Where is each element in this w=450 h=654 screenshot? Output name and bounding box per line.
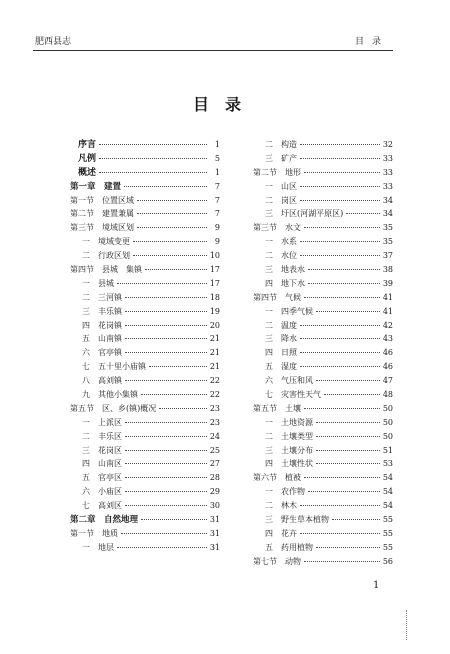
dot-leader (133, 255, 207, 256)
dot-leader (300, 533, 380, 534)
dot-leader (332, 519, 380, 520)
toc-entry (253, 499, 393, 513)
toc-entry-page: 25 (209, 445, 220, 455)
toc-entry (253, 541, 393, 555)
dot-leader (145, 269, 207, 270)
toc-entry (70, 471, 220, 485)
toc-entry (253, 485, 393, 499)
toc-entry-page: 47 (382, 376, 393, 386)
toc-entry (70, 332, 220, 346)
toc-entry-label: 二 土壤类型 (265, 431, 313, 441)
toc-entry-label: 三 土壤分布 (265, 445, 313, 455)
toc-entry (253, 221, 393, 235)
toc-entry-label: 四 地下水 (265, 278, 305, 288)
toc-entry-page: 17 (209, 278, 220, 288)
dot-leader (125, 463, 207, 464)
toc-entry-label: 一 土地资源 (265, 417, 313, 427)
toc-entry (253, 527, 393, 541)
dot-leader (304, 561, 380, 562)
toc-entry-page: 41 (382, 306, 393, 316)
toc-entry-page: 33 (382, 167, 393, 177)
toc-entry (253, 332, 393, 346)
toc-entry-page: 30 (209, 501, 220, 511)
toc-entry-page: 34 (382, 209, 393, 219)
dot-leader (300, 186, 380, 187)
toc-entry-page: 53 (382, 459, 393, 469)
toc-entry (70, 221, 220, 235)
toc-entry (253, 388, 393, 402)
dot-leader (316, 436, 380, 437)
toc-entry (70, 305, 220, 319)
toc-entry (253, 305, 393, 319)
toc-entry-label: 四 山南区 (82, 459, 122, 469)
toc-entry (70, 194, 220, 208)
dot-leader (141, 519, 207, 520)
dot-leader (137, 213, 207, 214)
toc-entry (253, 249, 393, 263)
dot-leader (125, 477, 207, 478)
toc-entry (253, 235, 393, 249)
toc-entry (253, 513, 393, 527)
toc-entry-label: 第六节 植被 (253, 473, 301, 483)
toc-entry-page: 56 (382, 556, 393, 566)
toc-entry (70, 402, 220, 416)
dot-leader (304, 408, 380, 409)
toc-entry-label: 四 花卉 (265, 528, 297, 538)
toc-entry-page: 23 (209, 417, 220, 427)
toc-entry-page: 22 (209, 376, 220, 386)
dot-leader (300, 200, 380, 201)
toc-entry-page: 43 (382, 334, 393, 344)
dot-leader (300, 144, 380, 145)
toc-entry (70, 180, 220, 194)
toc-entry-page: 19 (209, 306, 220, 316)
toc-entry-page: 50 (382, 403, 393, 413)
toc-entry-label: 八 高刘镇 (82, 376, 122, 386)
toc-entry (70, 444, 220, 458)
toc-entry (70, 541, 220, 555)
toc-entry (70, 360, 220, 374)
dot-leader (125, 505, 207, 506)
toc-entry-page: 9 (214, 223, 220, 233)
toc-entry (70, 166, 220, 180)
toc-entry-label: 一 山区 (265, 181, 297, 191)
toc-entry-label: 一 上派区 (82, 417, 122, 427)
dot-leader (125, 297, 207, 298)
toc-entry-label: 二 丰乐区 (82, 431, 122, 441)
toc-entry (253, 457, 393, 471)
toc-entry-label: 二 行政区划 (82, 251, 130, 261)
dot-leader (304, 172, 380, 173)
toc-entry-label: 概述 (78, 167, 97, 178)
dot-leader (304, 297, 380, 298)
dot-leader (308, 269, 380, 270)
toc-entry-page: 7 (214, 181, 220, 191)
toc-entry-label: 第三节 境域区划 (70, 223, 134, 233)
toc-entry-label: 一 农作物 (265, 487, 305, 497)
page-title: 目录 (192, 95, 257, 114)
toc-entry-label: 四 土壤性状 (265, 459, 313, 469)
toc-entry (70, 388, 220, 402)
toc-entry-page: 9 (214, 237, 220, 247)
toc-entry (70, 319, 220, 333)
toc-entry-label: 三 地表水 (265, 265, 305, 275)
dot-leader (308, 491, 380, 492)
dot-leader (316, 422, 380, 423)
toc-entry (253, 263, 393, 277)
dot-leader (300, 505, 380, 506)
toc-entry-label: 七 五十里小庙镇 (82, 362, 146, 372)
toc-entry-page: 1 (214, 140, 220, 149)
toc-entry (70, 499, 220, 513)
toc-entry-page: 50 (382, 417, 393, 427)
toc-entry-label: 第一节 位置区域 (70, 195, 134, 205)
toc-entry-page: 55 (382, 542, 393, 552)
toc-entry-page: 54 (382, 487, 393, 497)
dot-leader (324, 394, 380, 395)
dot-leader (300, 241, 380, 242)
toc-entry (253, 555, 393, 569)
toc-entry-page: 27 (209, 459, 220, 469)
toc-entry-page: 35 (382, 223, 393, 233)
dot-leader (316, 547, 380, 548)
toc-entry-label: 一 水系 (265, 237, 297, 247)
dot-leader (300, 325, 380, 326)
toc-entry-page: 51 (382, 445, 393, 455)
toc-entry-label: 五 官亭区 (82, 473, 122, 483)
toc-entry-label: 一 四季气候 (265, 306, 313, 316)
toc-entry-page: 18 (209, 292, 220, 302)
dot-leader (346, 213, 380, 214)
dot-leader (125, 422, 207, 423)
dot-leader (300, 338, 380, 339)
toc-entry-page: 31 (209, 542, 220, 552)
toc-entry-label: 第四节 县城 集镇 (70, 265, 142, 275)
dot-leader (300, 255, 380, 256)
toc-entry-page: 20 (209, 320, 220, 330)
toc-entry-page: 31 (209, 528, 220, 538)
toc-entry-page: 1 (214, 167, 220, 177)
dot-leader (117, 547, 207, 548)
toc-entry (253, 402, 393, 416)
dot-leader (159, 408, 207, 409)
toc-entry (70, 277, 220, 291)
toc-entry-label: 第一节 地质 (70, 528, 118, 538)
toc-entry-label: 一 境域变更 (82, 237, 130, 247)
toc-entry (70, 513, 220, 527)
toc-entry-page: 55 (382, 515, 393, 525)
toc-entry-label: 第三节 水文 (253, 223, 301, 233)
dot-leader (99, 158, 207, 159)
toc-entry-page: 54 (382, 501, 393, 511)
page-number: 1 (373, 580, 380, 591)
toc-entry-page: 33 (382, 153, 393, 163)
toc-entry-label: 凡例 (78, 153, 97, 164)
toc-entry-label: 五 山南镇 (82, 334, 122, 344)
toc-entry-page: 37 (382, 251, 393, 261)
toc-entry (253, 166, 393, 180)
toc-entry (70, 291, 220, 305)
dot-leader (99, 172, 207, 173)
toc-entry-label: 九 其他小集镇 (82, 390, 138, 400)
toc-entry (70, 457, 220, 471)
toc-entry-label: 二 温度 (265, 320, 297, 330)
toc-entry-label: 三 降水 (265, 334, 297, 344)
toc-entry-page: 5 (214, 153, 220, 163)
toc-entry-label: 七 高刘区 (82, 501, 122, 511)
toc-entry-label: 七 灾害性天气 (265, 390, 321, 400)
toc-entry-label: 第四节 气候 (253, 292, 301, 302)
toc-entry (253, 360, 393, 374)
toc-entry-page: 42 (382, 320, 393, 330)
toc-entry (70, 138, 220, 152)
toc-entry-page: 35 (382, 237, 393, 247)
toc-entry-page: 55 (382, 528, 393, 538)
toc-right-column (253, 138, 393, 569)
toc-entry (70, 346, 220, 360)
dot-leader (125, 352, 207, 353)
toc-entry-label: 二 林木 (265, 501, 297, 511)
toc-entry-label: 序言 (78, 140, 97, 150)
toc-entry-label: 二 水位 (265, 251, 297, 261)
toc-entry-label: 三 丰乐镇 (82, 306, 122, 316)
toc-entry (70, 485, 220, 499)
dot-leader (125, 338, 207, 339)
toc-entry-page: 31 (209, 515, 220, 525)
toc-entry (70, 207, 220, 221)
toc-entry (253, 207, 393, 221)
toc-entry (253, 416, 393, 430)
dot-leader (304, 227, 380, 228)
toc-entry-page: 46 (382, 348, 393, 358)
toc-entry-label: 三 圩区(河湖平原区) (265, 209, 344, 219)
dot-leader (316, 463, 380, 464)
toc-entry-page: 7 (214, 195, 220, 205)
toc-entry-label: 一 地层 (82, 542, 114, 552)
toc-entry-label: 一 县城 (82, 278, 114, 288)
toc-entry (70, 152, 220, 166)
dot-leader (304, 477, 380, 478)
toc-entry (70, 416, 220, 430)
toc-entry-label: 第七节 动物 (253, 556, 301, 566)
toc-entry-page: 50 (382, 431, 393, 441)
dot-leader (133, 241, 207, 242)
toc-entry-label: 二 三河镇 (82, 292, 122, 302)
toc-entry-label: 五 湿度 (265, 362, 297, 372)
dot-leader (125, 325, 207, 326)
margin-mark (406, 610, 409, 640)
toc-entry-label: 六 官亭镇 (82, 348, 122, 358)
toc-entry-page: 10 (209, 251, 220, 261)
toc-entry (253, 430, 393, 444)
toc-entry-label: 三 花岗区 (82, 445, 122, 455)
toc-entry (253, 138, 393, 152)
section-title: 目录 (354, 37, 389, 47)
dot-leader (316, 450, 380, 451)
toc-entry (70, 249, 220, 263)
toc-entry-page: 38 (382, 265, 393, 275)
dot-leader (137, 200, 207, 201)
dot-leader (121, 533, 207, 534)
dot-leader (125, 491, 207, 492)
dot-leader (308, 283, 380, 284)
toc-entry (70, 374, 220, 388)
dot-leader (141, 394, 207, 395)
dot-leader (117, 283, 207, 284)
book-title: 肥西县志 (35, 37, 72, 47)
dot-leader (300, 352, 380, 353)
toc-entry-page: 41 (382, 292, 393, 302)
toc-entry-page: 21 (209, 348, 220, 358)
toc-entry (253, 444, 393, 458)
dot-leader (316, 380, 380, 381)
toc-entry-label: 四 日照 (265, 348, 297, 358)
toc-entry-label: 五 药用植物 (265, 542, 313, 552)
dot-leader (99, 144, 207, 145)
toc-entry (253, 346, 393, 360)
toc-entry-page: 34 (382, 195, 393, 205)
toc-entry-page: 33 (382, 181, 393, 191)
dot-leader (300, 158, 380, 159)
toc-left-column (70, 138, 220, 555)
toc-entry (70, 527, 220, 541)
toc-entry-page: 46 (382, 362, 393, 372)
toc-entry-label: 二 岗区 (265, 195, 297, 205)
toc-entry (253, 291, 393, 305)
toc-entry-page: 17 (209, 265, 220, 275)
toc-entry-label: 二 构造 (265, 140, 297, 149)
dot-leader (125, 311, 207, 312)
toc-entry (253, 194, 393, 208)
dot-leader (125, 380, 207, 381)
toc-entry (253, 180, 393, 194)
toc-entry (253, 152, 393, 166)
toc-entry-page: 22 (209, 390, 220, 400)
toc-entry (70, 430, 220, 444)
toc-entry-label: 第二节 建置兼属 (70, 209, 134, 219)
toc-entry-page: 24 (209, 431, 220, 441)
toc-entry (70, 235, 220, 249)
toc-entry-page: 21 (209, 362, 220, 372)
toc-entry-label: 四 花岗镇 (82, 320, 122, 330)
dot-leader (316, 311, 380, 312)
toc-entry-page: 32 (382, 140, 393, 149)
toc-entry-label: 第二章 自然地理 (70, 515, 139, 526)
toc-entry (253, 277, 393, 291)
toc-entry-page: 28 (209, 473, 220, 483)
dot-leader (124, 186, 207, 187)
toc-entry (253, 471, 393, 485)
toc-entry-label: 第一章 建置 (70, 181, 122, 192)
toc-entry-label: 三 矿产 (265, 153, 297, 163)
toc-entry-page: 29 (209, 487, 220, 497)
dot-leader (125, 450, 207, 451)
toc-entry-label: 六 气压和风 (265, 376, 313, 386)
toc-entry (253, 374, 393, 388)
toc-entry-label: 第五节 土壤 (253, 403, 301, 413)
toc-entry-label: 三 野生草本植物 (265, 515, 329, 525)
toc-entry-page: 21 (209, 334, 220, 344)
toc-entry-page: 48 (382, 390, 393, 400)
dot-leader (125, 436, 207, 437)
toc-entry-page: 23 (209, 403, 220, 413)
toc-entry-label: 第五节 区、乡(镇)概况 (70, 403, 157, 413)
toc-entry (70, 263, 220, 277)
toc-entry-page: 7 (214, 209, 220, 219)
running-header (33, 32, 393, 51)
dot-leader (149, 366, 207, 367)
toc-entry-page: 39 (382, 278, 393, 288)
dot-leader (300, 366, 380, 367)
toc-entry (253, 319, 393, 333)
toc-entry-label: 六 小庙区 (82, 487, 122, 497)
toc-entry-page: 54 (382, 473, 393, 483)
dot-leader (137, 227, 207, 228)
toc-entry-label: 第二节 地形 (253, 167, 301, 177)
